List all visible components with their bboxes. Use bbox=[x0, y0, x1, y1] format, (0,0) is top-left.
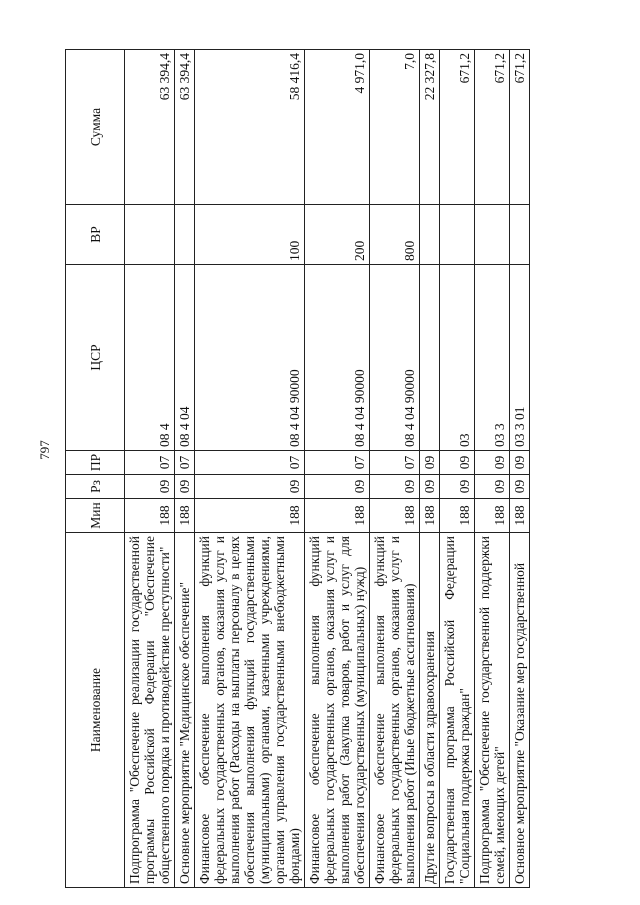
cell-vr bbox=[510, 205, 530, 265]
cell-sum: 58 416,4 bbox=[195, 50, 305, 205]
cell-min: 188 bbox=[175, 499, 195, 533]
cell-sum: 22 327,8 bbox=[420, 50, 440, 205]
cell-csr: 03 bbox=[440, 265, 475, 451]
cell-sum: 671,2 bbox=[475, 50, 510, 205]
cell-sum: 671,2 bbox=[440, 50, 475, 205]
cell-name: Основное мероприятие "Оказание мер государственной bbox=[510, 533, 530, 888]
rotated-table-wrapper bbox=[65, 50, 600, 888]
cell-rz: 09 bbox=[195, 475, 305, 499]
header-sum: Сумма bbox=[66, 50, 125, 205]
header-min: Мин bbox=[66, 499, 125, 533]
cell-vr bbox=[420, 205, 440, 265]
cell-min: 188 bbox=[420, 499, 440, 533]
cell-rz: 09 bbox=[175, 475, 195, 499]
cell-pr: 09 bbox=[510, 451, 530, 475]
cell-name: Государственная программа Российской Федерации "Социальная поддержка граждан" bbox=[440, 533, 475, 888]
cell-pr: 07 bbox=[370, 451, 420, 475]
cell-name: Финансовое обеспечение выполнения функций федеральных государственных органов, оказания услуг и выполнения работ (Закупка товаров, работ и услуг для обеспечения государственных (муниципальных) нужд) bbox=[305, 533, 370, 888]
cell-csr: 03 3 01 bbox=[510, 265, 530, 451]
cell-vr bbox=[175, 205, 195, 265]
cell-csr: 03 3 bbox=[475, 265, 510, 451]
cell-vr: 200 bbox=[305, 205, 370, 265]
cell-sum: 63 394,4 bbox=[125, 50, 175, 205]
header-pr: ПР bbox=[66, 451, 125, 475]
cell-name: Финансовое обеспечение выполнения функций федеральных государственных органов, оказания услуг и выполнения работ (Иные бюджетные ассигнования) bbox=[370, 533, 420, 888]
table-row bbox=[195, 50, 305, 888]
table-row bbox=[125, 50, 175, 888]
cell-sum: 671,2 bbox=[510, 50, 530, 205]
budget-table bbox=[65, 49, 530, 888]
cell-rz: 09 bbox=[370, 475, 420, 499]
cell-vr: 800 bbox=[370, 205, 420, 265]
cell-pr: 07 bbox=[195, 451, 305, 475]
header-csr: ЦСР bbox=[66, 265, 125, 451]
cell-vr bbox=[475, 205, 510, 265]
cell-csr: 08 4 04 bbox=[175, 265, 195, 451]
cell-rz: 09 bbox=[305, 475, 370, 499]
table-row bbox=[420, 50, 440, 888]
cell-min: 188 bbox=[475, 499, 510, 533]
table-row bbox=[305, 50, 370, 888]
cell-pr: 09 bbox=[475, 451, 510, 475]
cell-min: 188 bbox=[510, 499, 530, 533]
cell-min: 188 bbox=[125, 499, 175, 533]
table-row bbox=[175, 50, 195, 888]
cell-vr bbox=[125, 205, 175, 265]
cell-rz: 09 bbox=[475, 475, 510, 499]
cell-rz: 09 bbox=[440, 475, 475, 499]
table-header-row bbox=[66, 50, 125, 888]
cell-min: 188 bbox=[440, 499, 475, 533]
cell-csr: 08 4 bbox=[125, 265, 175, 451]
cell-min: 188 bbox=[305, 499, 370, 533]
cell-sum: 63 394,4 bbox=[175, 50, 195, 205]
cell-name: Другие вопросы в области здравоохранения bbox=[420, 533, 440, 888]
cell-rz: 09 bbox=[420, 475, 440, 499]
cell-vr bbox=[440, 205, 475, 265]
cell-rz: 09 bbox=[510, 475, 530, 499]
header-rz: Рз bbox=[66, 475, 125, 499]
cell-vr: 100 bbox=[195, 205, 305, 265]
cell-csr bbox=[420, 265, 440, 451]
table-row bbox=[510, 50, 530, 888]
cell-pr: 07 bbox=[125, 451, 175, 475]
cell-csr: 08 4 04 90000 bbox=[195, 265, 305, 451]
cell-name: Подпрограмма "Обеспечение государственной поддержки семей, имеющих детей" bbox=[475, 533, 510, 888]
cell-name: Финансовое обеспечение выполнения функций федеральных государственных органов, оказания услуг и выполнения работ (Расходы на выплаты персоналу в целях обеспечения выполнения функций государственными (муниципальными) органами, казенными учреждениями, органами управления государственными внебюджетными фондами) bbox=[195, 533, 305, 888]
cell-min: 188 bbox=[195, 499, 305, 533]
cell-rz: 09 bbox=[125, 475, 175, 499]
cell-name: Подпрограмма "Обеспечение реализации государственной программы Российской Федерации "Обеспечение общественного порядка и противодействие преступности" bbox=[125, 533, 175, 888]
table-row bbox=[475, 50, 510, 888]
cell-sum: 4 971,0 bbox=[305, 50, 370, 205]
header-vr: ВР bbox=[66, 205, 125, 265]
table-row bbox=[370, 50, 420, 888]
cell-sum: 7,0 bbox=[370, 50, 420, 205]
header-name: Наименование bbox=[66, 533, 125, 888]
cell-pr: 07 bbox=[175, 451, 195, 475]
cell-name: Основное мероприятие "Медицинское обеспечение" bbox=[175, 533, 195, 888]
table-row bbox=[440, 50, 475, 888]
cell-csr: 08 4 04 90000 bbox=[370, 265, 420, 451]
cell-pr: 09 bbox=[440, 451, 475, 475]
cell-min: 188 bbox=[370, 499, 420, 533]
cell-pr: 09 bbox=[420, 451, 440, 475]
page-number: 797 bbox=[37, 440, 52, 460]
cell-pr: 07 bbox=[305, 451, 370, 475]
cell-csr: 08 4 04 90000 bbox=[305, 265, 370, 451]
